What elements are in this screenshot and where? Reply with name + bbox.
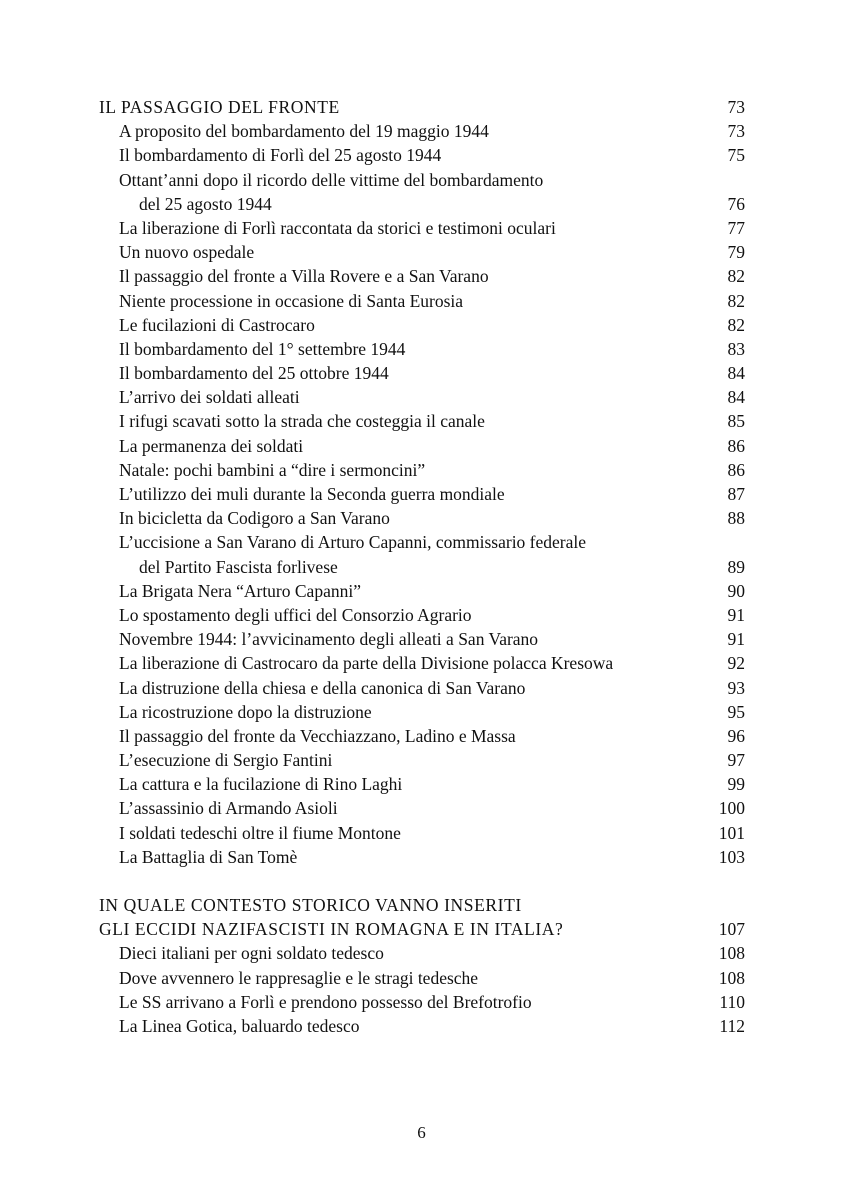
toc-heading-title: IN QUALE CONTESTO STORICO VANNO INSERITI [99,895,522,915]
toc-entry-title: A proposito del bombardamento del 19 maggio 1944 [119,121,489,142]
toc-page-number: 99 [727,774,745,795]
toc-entry-title: L’esecuzione di Sergio Fantini [119,750,333,771]
toc-entry-row [99,313,745,337]
toc-entry-title: Il passaggio del fronte da Vecchiazzano, Ladino e Massa [119,725,516,746]
toc-entry-row [99,627,745,651]
toc-heading-row [99,893,745,917]
toc-entry-title: L’arrivo dei soldati alleati [119,387,300,408]
toc-heading-title: GLI ECCIDI NAZIFASCISTI IN ROMAGNA E IN ITALIA? [99,919,564,940]
toc-page-number: 96 [727,725,745,746]
toc-entry-row [99,143,745,167]
toc-entry-title: La Battaglia di San Tomè [119,846,298,867]
toc-page-number: 87 [727,484,745,504]
toc-section [99,893,745,1038]
toc-entry-title: La ricostruzione dopo la distruzione [119,701,372,722]
toc-entry-title: La liberazione di Castrocaro da parte della Divisione polacca Kresowa [119,653,614,674]
toc-entry-title: Novembre 1944: l’avvicinamento degli alleati a San Varano [119,629,539,650]
toc-page-number: 82 [727,266,745,287]
toc-entry-title: Lo spostamento degli uffici del Consorzio Agrario [119,604,472,625]
toc-page-number: 108 [718,943,745,964]
toc-page-number: 88 [727,508,745,529]
toc-entry-row [99,845,745,869]
toc-heading-row [99,917,745,941]
toc-entry-title: La liberazione di Forlì raccontata da storici e testimoni oculari [119,217,556,238]
toc-entry-title: del Partito Fascista forlivese [139,556,338,577]
toc-entry-row [99,966,745,990]
toc-entry-row [99,361,745,385]
toc-entry-row [99,603,745,627]
toc-entry-row [99,555,745,579]
toc-page-number: 110 [719,991,745,1012]
toc-entry-row [99,240,745,264]
toc-page-number: 108 [718,967,745,988]
toc-entry-title: Natale: pochi bambini a “dire i sermoncini” [119,459,426,480]
toc-page-number: 84 [727,363,745,384]
toc-page-number: 86 [727,435,745,456]
toc-entry-row [99,119,745,143]
toc-entry-title: La permanenza dei soldati [119,435,304,456]
toc-page-number: 100 [718,798,745,819]
toc-entry-title: La cattura e la fucilazione di Rino Laghi [119,774,403,795]
toc-heading-title: IL PASSAGGIO DEL FRONTE [99,97,340,117]
toc-entry-row [99,1014,745,1038]
toc-entry-title: Il passaggio del fronte a Villa Rovere e a San Varano [119,266,489,287]
toc-entry-title: In bicicletta da Codigoro a San Varano [119,508,390,529]
toc-page-number: 90 [727,580,745,601]
toc-entry-row [99,385,745,409]
toc-entry-title: La Brigata Nera “Arturo Capanni” [119,580,361,601]
toc-entry-row [99,337,745,361]
toc-entry-row [99,216,745,240]
toc-entry-title: Un nuovo ospedale [119,242,255,263]
toc-page-number: 103 [718,846,745,867]
toc-page-number: 107 [718,919,745,940]
toc-entry-row [99,289,745,313]
toc-entry-title: Ottant’anni dopo il ricordo delle vittime del bombardamento [119,169,544,190]
toc-page-number: 112 [719,1015,745,1036]
toc-page-number: 83 [727,338,745,359]
toc-section [99,95,745,869]
table-of-contents [99,95,745,1038]
toc-entry-row [99,748,745,772]
toc-page-number: 92 [727,653,745,674]
toc-entry-row [99,506,745,530]
toc-entry-row [99,700,745,724]
toc-page-number: 91 [727,629,745,650]
toc-entry-title: L’assassinio di Armando Asioli [119,798,338,819]
toc-page-number: 89 [727,556,745,577]
toc-entry-row [99,579,745,603]
page-number: 6 [417,1123,426,1142]
toc-page-number: 95 [727,701,745,722]
toc-entry-row [99,821,745,845]
toc-entry-row [99,772,745,796]
toc-page-number: 76 [727,193,745,214]
toc-entry-title: Dove avvennero le rappresaglie e le stragi tedesche [119,967,479,988]
toc-entry-title: Il bombardamento del 25 ottobre 1944 [119,363,389,384]
toc-page-number: 79 [727,242,745,263]
toc-entry-title: Il bombardamento di Forlì del 25 agosto 1944 [119,145,442,166]
toc-entry-row [99,941,745,965]
toc-entry-row [99,676,745,700]
toc-entry-row [99,458,745,482]
toc-entry-title: Le SS arrivano a Forlì e prendono possesso del Brefotrofio [119,991,532,1012]
toc-entry-title: Niente processione in occasione di Santa Eurosia [119,290,464,311]
toc-entry-row [99,192,745,216]
toc-page-number: 82 [727,314,745,335]
toc-page-number: 93 [727,677,745,698]
toc-entry-title: I rifugi scavati sotto la strada che costeggia il canale [119,411,485,432]
toc-entry-title: Le fucilazioni di Castrocaro [119,314,315,335]
toc-entry-title: La Linea Gotica, baluardo tedesco [119,1015,360,1036]
toc-entry-row [99,409,745,433]
toc-entry-row [99,264,745,288]
toc-heading-row [99,95,745,119]
toc-page-number: 73 [727,121,745,142]
toc-page-number: 97 [727,750,745,771]
toc-entry-title: La distruzione della chiesa e della canonica di San Varano [119,677,526,698]
toc-page-number: 101 [718,822,745,843]
toc-entry-row [99,651,745,675]
toc-entry-row [99,724,745,748]
toc-entry-row [99,168,745,192]
toc-page-number: 86 [727,459,745,480]
toc-entry-title: Dieci italiani per ogni soldato tedesco [119,943,384,964]
toc-page-number: 85 [727,411,745,432]
toc-entry-title: L’utilizzo dei muli durante la Seconda guerra mondiale [119,484,505,504]
toc-entry-row [99,990,745,1014]
toc-entry-title: L’uccisione a San Varano di Arturo Capanni, commissario federale [119,532,587,553]
toc-page-number: 84 [727,387,745,408]
toc-entry-row [99,434,745,458]
toc-entry-title: Il bombardamento del 1° settembre 1944 [119,338,406,359]
toc-page-number: 91 [727,604,745,625]
toc-entry-title: I soldati tedeschi oltre il fiume Montone [119,822,401,843]
toc-entry-title: del 25 agosto 1944 [139,193,272,214]
toc-entry-row [99,796,745,820]
toc-entry-row [99,530,745,554]
toc-page-number: 82 [727,290,745,311]
toc-page-number: 73 [727,97,745,117]
toc-page-number: 75 [727,145,745,166]
toc-page-number: 77 [727,217,745,238]
toc-entry-row [99,482,745,506]
